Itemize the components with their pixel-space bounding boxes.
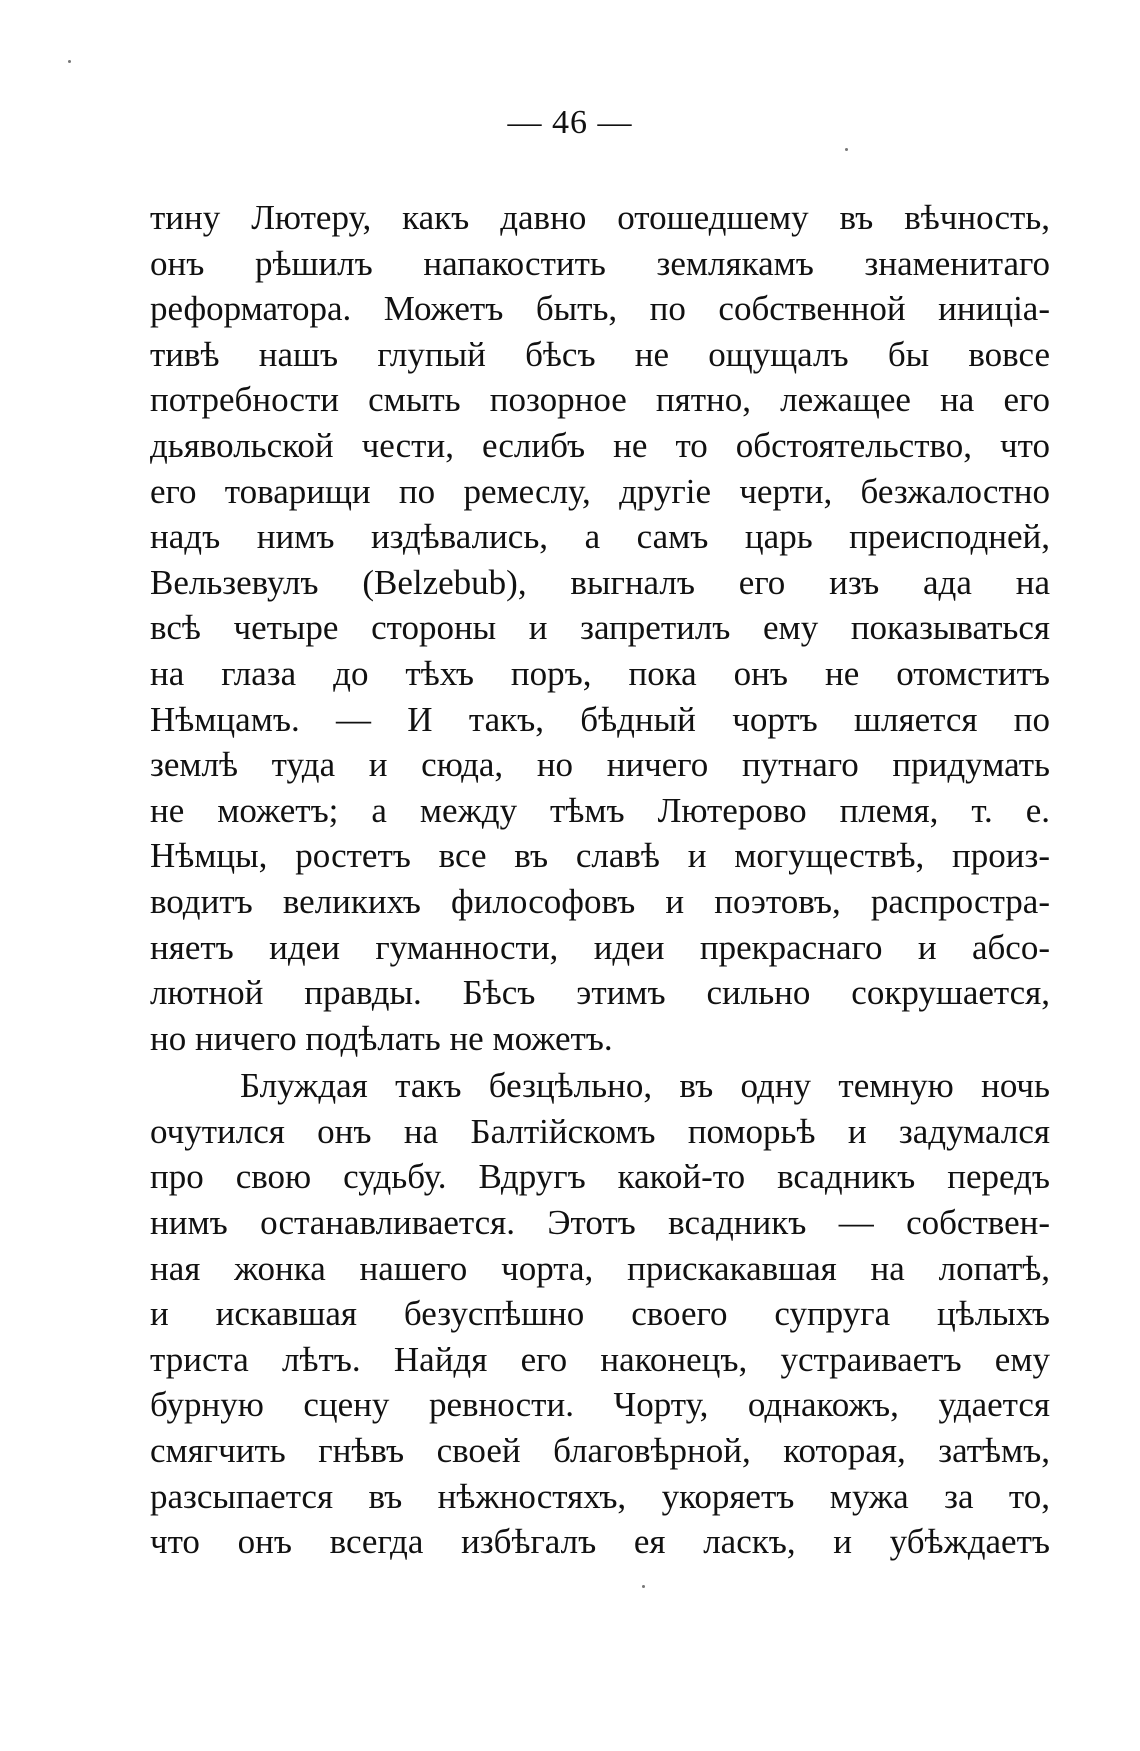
body-text: [150, 195, 1050, 1565]
text-line: не можетъ; а между тѣмъ Лютерово племя, т. е.: [150, 790, 1050, 830]
text-line: что онъ всегда избѣгалъ ея ласкъ, и убѣждаетъ: [150, 1522, 1050, 1562]
text-line: нимъ останавливается. Этотъ всадникъ — собствен-: [150, 1203, 1050, 1243]
text-line: реформатора. Можетъ быть, по собственной иниціа-: [150, 289, 1050, 329]
text-line: потребности смыть позорное пятно, лежащее на его: [150, 380, 1050, 420]
text-line: лютной правды. Бѣсъ этимъ сильно сокрушается,: [150, 973, 1050, 1013]
text-line: про свою судьбу. Вдругъ какой-то всадникъ передъ: [150, 1157, 1050, 1197]
paragraph-1: [150, 195, 1050, 1061]
text-line: тину Лютеру, какъ давно отошедшему въ вѣчность,: [150, 198, 1050, 237]
text-line: дьявольской чести, еслибъ не то обстоятельство, что: [150, 425, 1050, 465]
text-line: водитъ великихъ философовъ и поэтовъ, распростра-: [150, 881, 1050, 921]
text-line: но ничего подѣлать не можетъ.: [150, 1018, 613, 1058]
page-number: — 46 —: [507, 104, 633, 141]
text-line: Нѣмцы, ростетъ все въ славѣ и могуществѣ, произ-: [150, 836, 1050, 876]
text-line: всѣ четыре стороны и запретилъ ему показываться: [150, 608, 1050, 648]
text-line: Блуждая такъ безцѣльно, въ одну темную ночь: [240, 1066, 1050, 1106]
paragraph-2: [150, 1063, 1050, 1565]
text-line: землѣ туда и сюда, но ничего путнаго придумать: [150, 745, 1050, 785]
text-line: на глаза до тѣхъ поръ, пока онъ не отомститъ: [150, 653, 1050, 693]
text-line: Вельзевулъ (Belzebub), выгналъ его изъ ада на: [150, 562, 1050, 602]
text-line: Нѣмцамъ. — И такъ, бѣдный чортъ шляется по: [150, 699, 1050, 739]
scan-speck: [642, 1585, 645, 1588]
text-line: очутился онъ на Балтійскомъ поморьѣ и задумался: [150, 1111, 1050, 1151]
scan-speck: [845, 148, 848, 151]
text-line: и искавшая безуспѣшно своего супруга цѣлыхъ: [150, 1294, 1050, 1334]
text-line: триста лѣтъ. Найдя его наконецъ, устраиваетъ ему: [150, 1339, 1050, 1379]
text-line: надъ нимъ издѣвались, а самъ царь преисподней,: [150, 517, 1050, 557]
text-line: его товарищи по ремеслу, другіе черти, безжалостно: [150, 471, 1050, 511]
scan-speck: [68, 60, 71, 63]
text-line: смягчить гнѣвъ своей благовѣрной, которая, затѣмъ,: [150, 1431, 1050, 1471]
text-line: бурную сцену ревности. Чорту, однакожъ, удается: [150, 1385, 1050, 1425]
text-line: разсыпается въ нѣжностяхъ, укоряетъ мужа за то,: [150, 1476, 1050, 1516]
text-line: онъ рѣшилъ напакостить землякамъ знаменитаго: [150, 243, 1050, 283]
text-line: няетъ идеи гуманности, идеи прекраснаго и абсо-: [150, 927, 1050, 967]
text-line: тивѣ нашъ глупый бѣсъ не ощущалъ бы вовсе: [150, 334, 1050, 374]
text-line: ная жонка нашего чорта, прискакавшая на лопатѣ,: [150, 1248, 1050, 1288]
